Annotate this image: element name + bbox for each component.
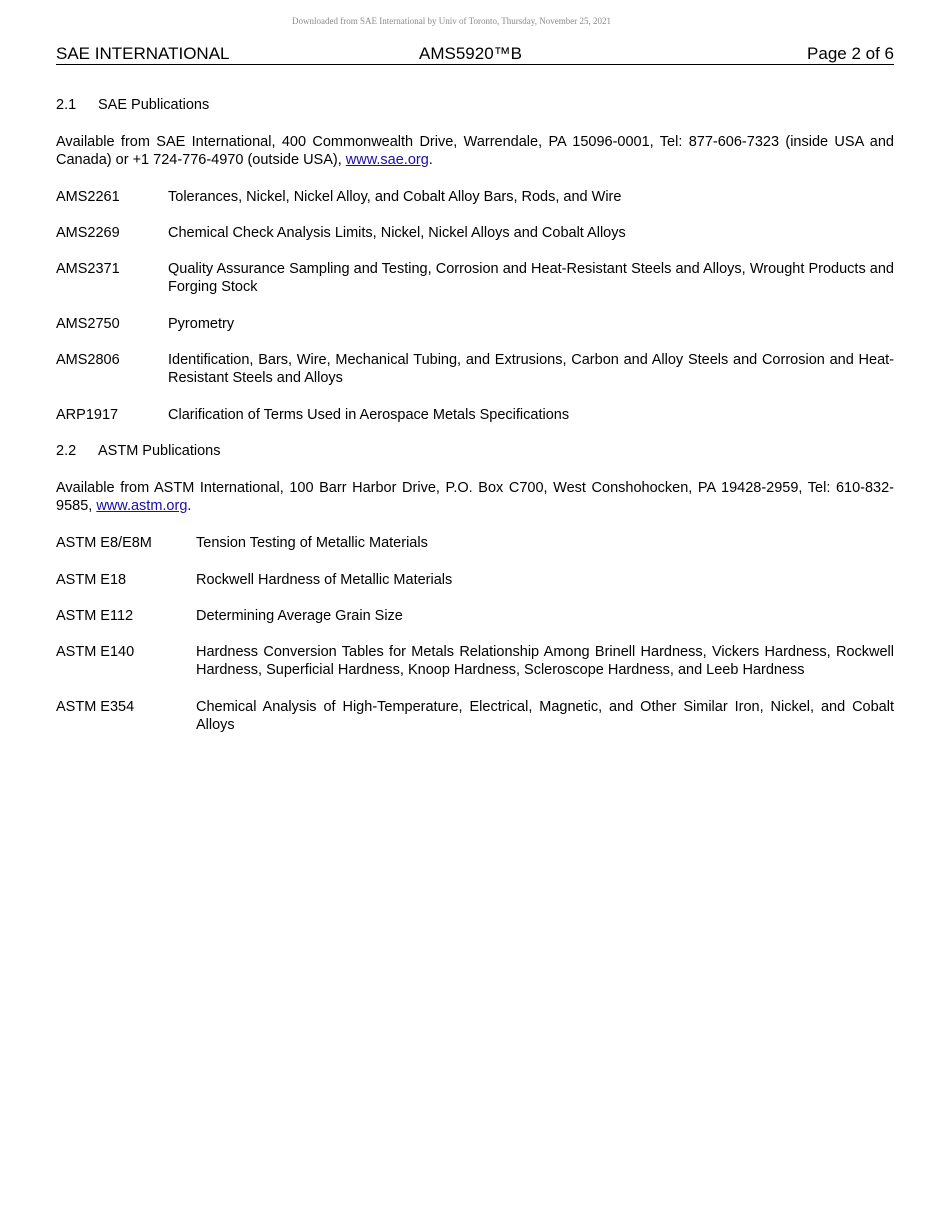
astm-availability-paragraph: [56, 479, 894, 515]
reference-code: AMS2269: [56, 225, 120, 241]
section-number: 2.2: [56, 443, 77, 459]
download-watermark: Downloaded from SAE International by Univ of Toronto, Thursday, November 25, 2021: [292, 16, 611, 26]
reference-code: ASTM E8/E8M: [56, 535, 152, 551]
section-number: 2.1: [56, 97, 77, 113]
reference-item: [56, 698, 894, 734]
reference-title: Clarification of Terms Used in Aerospace Metals Specifications: [168, 407, 570, 423]
astm-website-link[interactable]: www.astm.org: [96, 498, 188, 514]
reference-title: Chemical Check Analysis Limits, Nickel, Nickel Alloys and Cobalt Alloys: [168, 225, 626, 241]
sae-availability-paragraph: [56, 133, 894, 169]
availability-trail: .: [187, 498, 192, 514]
reference-code: ASTM E18: [56, 572, 127, 588]
reference-title: Quality Assurance Sampling and Testing, Corrosion and Heat-Resistant Steels and Alloys, Wrought Products and Forging Stock: [168, 261, 894, 295]
availability-text: Available from ASTM International, 100 Barr Harbor Drive, P.O. Box C700, West Conshohocken, PA 19428-2959, Tel: 610-832-9585,: [56, 480, 894, 514]
header-org: SAE INTERNATIONAL: [56, 44, 230, 63]
reference-code: ASTM E354: [56, 699, 135, 715]
reference-code: ARP1917: [56, 407, 119, 423]
sae-website-link[interactable]: www.sae.org: [345, 152, 429, 168]
page-header: [56, 44, 894, 65]
header-doc-id: AMS5920™B: [419, 44, 522, 63]
document-body: [56, 96, 894, 734]
reference-item: [56, 351, 894, 387]
availability-trail: .: [428, 152, 433, 168]
section-heading-sae: [56, 96, 894, 114]
reference-item: [56, 607, 894, 625]
reference-code: AMS2806: [56, 352, 120, 368]
reference-title: Rockwell Hardness of Metallic Materials: [196, 572, 453, 588]
section-title: ASTM Publications: [98, 443, 221, 459]
reference-title: Determining Average Grain Size: [196, 608, 403, 624]
reference-title: Tension Testing of Metallic Materials: [196, 535, 428, 551]
reference-item: [56, 534, 894, 552]
reference-code: AMS2750: [56, 316, 120, 332]
reference-title: Identification, Bars, Wire, Mechanical Tubing, and Extrusions, Carbon and Alloy Steels and Corrosion and Heat-Resistant Steels and Alloys: [168, 352, 894, 386]
section-title: SAE Publications: [98, 97, 210, 113]
reference-item: [56, 571, 894, 589]
reference-title: Chemical Analysis of High-Temperature, Electrical, Magnetic, and Other Similar Iron, Nickel, and Cobalt Alloys: [196, 699, 894, 733]
reference-item: [56, 188, 894, 206]
reference-item: [56, 643, 894, 679]
reference-title: Tolerances, Nickel, Nickel Alloy, and Cobalt Alloy Bars, Rods, and Wire: [168, 189, 622, 205]
reference-code: ASTM E140: [56, 644, 135, 660]
reference-item: [56, 406, 894, 424]
reference-item: [56, 260, 894, 296]
availability-text: Available from SAE International, 400 Commonwealth Drive, Warrendale, PA 15096-0001, Tel: 877-606-7323 (inside USA and Canada) or +1 724-776-4970 (outside USA),: [56, 134, 894, 168]
reference-title: Pyrometry: [168, 316, 235, 332]
header-page-number: Page 2 of 6: [807, 44, 894, 63]
section-heading-astm: [56, 442, 894, 460]
reference-item: [56, 224, 894, 242]
reference-title: Hardness Conversion Tables for Metals Relationship Among Brinell Hardness, Vickers Hardness, Rockwell Hardness, Superficial Hardness, Knoop Hardness, Scleroscope Hardness, and Leeb Hardness: [196, 644, 894, 678]
reference-code: AMS2261: [56, 189, 120, 205]
reference-item: [56, 315, 894, 333]
reference-code: AMS2371: [56, 261, 120, 277]
reference-code: ASTM E112: [56, 608, 134, 624]
